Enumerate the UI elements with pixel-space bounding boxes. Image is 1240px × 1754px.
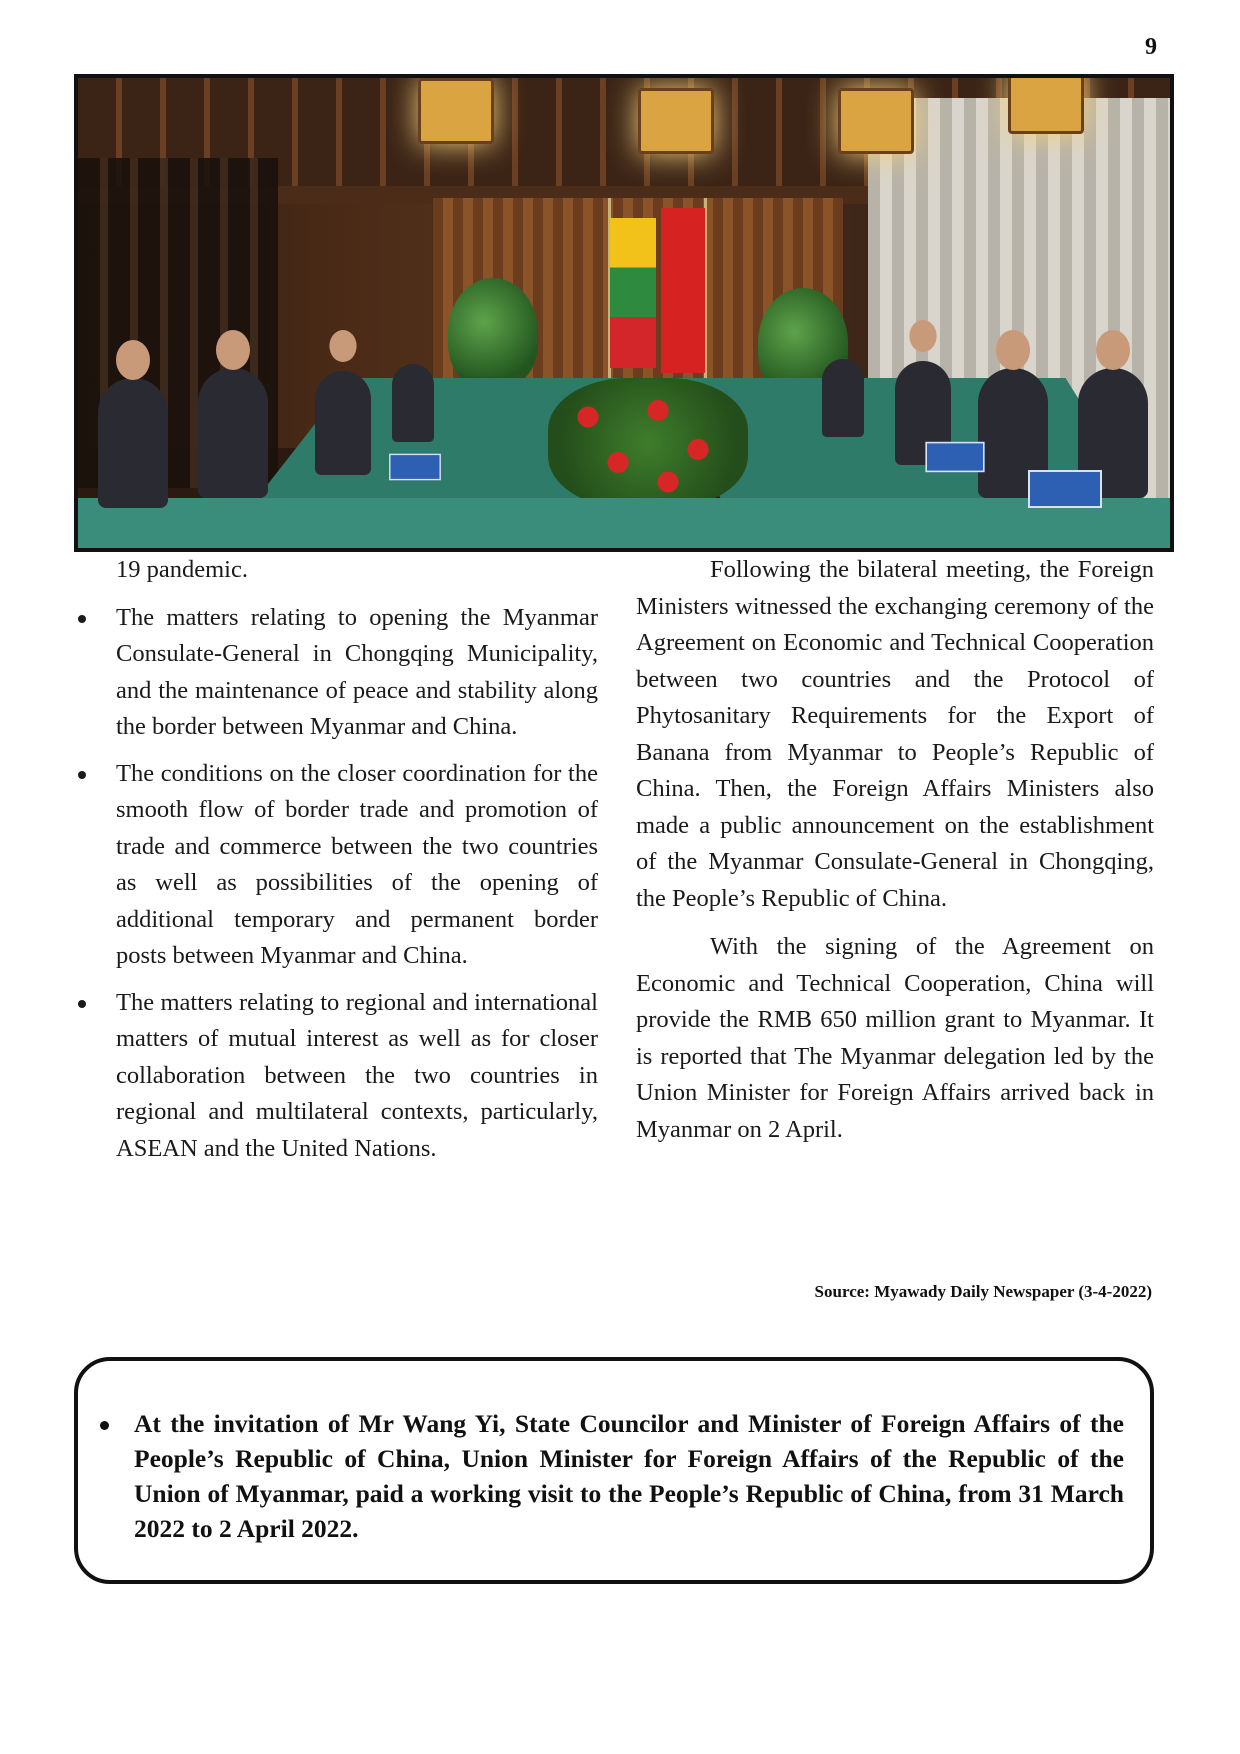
- bullet-icon: [78, 771, 86, 779]
- bullet-text: The conditions on the closer coordination for the smooth flow of border trade and promotion of trade and commerce between the two countries as well as possibilities of the opening of additional temporary and permanent border posts between Myanmar and China.: [116, 759, 598, 969]
- delegate-head: [996, 330, 1030, 370]
- notice-box: [74, 1357, 1154, 1584]
- bullet-text: The matters relating to regional and international matters of mutual interest as well as for closer collaboration between the two countries in regional and multilateral contexts, particularly, ASEAN and the United Nations.: [116, 988, 598, 1162]
- delegate-head: [216, 330, 250, 370]
- bullet-list: [116, 600, 598, 1168]
- photo-flower-arrangement: [548, 378, 748, 508]
- bullet-text: The matters relating to opening the Myanmar Consulate-General in Chongqing Municipality, and the maintenance of peace and stability along the border between Myanmar and China.: [116, 603, 598, 740]
- name-placard: [1028, 470, 1102, 508]
- photo-table-front: [78, 498, 1170, 548]
- myanmar-flag-icon: [610, 218, 656, 368]
- bullet-icon: [78, 1000, 86, 1008]
- delegate-figure: [315, 371, 371, 475]
- source-citation: Source: Myawady Daily Newspaper (3-4-2022): [814, 1282, 1152, 1301]
- lantern-icon: [418, 78, 494, 144]
- delegate-figure: [392, 364, 434, 442]
- notice-text: At the invitation of Mr Wang Yi, State Councilor and Minister of Foreign Affairs of the People’s Republic of China, Union Minister for Foreign Affairs of the Republic of the Union of Myanmar, paid a working visit to the People’s Republic of China, from 31 March 2022 to 2 April 2022.: [134, 1409, 1124, 1543]
- meeting-photo: [74, 74, 1174, 552]
- page-number: 9: [1145, 34, 1157, 60]
- article-right-column: [636, 552, 1154, 1148]
- delegate-head: [116, 340, 150, 380]
- name-placard: [925, 442, 984, 472]
- lantern-icon: [1008, 74, 1084, 134]
- delegate-figure: [198, 368, 268, 498]
- paragraph: With the signing of the Agreement on Economic and Technical Cooperation, China will provide the RMB 650 million grant to Myanmar. It is reported that The Myanmar delegation led by the Union Minister for Foreign Affairs arrived back in Myanmar on 2 April.: [636, 933, 1154, 1143]
- list-item: [116, 600, 598, 746]
- lantern-icon: [638, 88, 714, 154]
- delegate-figure: [822, 359, 864, 437]
- delegate-head: [329, 330, 356, 362]
- name-placard: [389, 454, 441, 481]
- delegate-head: [909, 320, 936, 352]
- list-item: [116, 985, 598, 1168]
- delegate-figure: [98, 378, 168, 508]
- bullet-icon: [100, 1421, 109, 1430]
- article-left-column: [116, 552, 598, 1177]
- paragraph: Following the bilateral meeting, the Foreign Ministers witnessed the exchanging ceremony of the Agreement on Economic and Technical Cooperation between two countries and the Protocol of Phytosanitary Requirements for the Export of Banana from Myanmar to People’s Republic of China. Then, the Foreign Affairs Ministers also made a public announcement on the establishment of the Myanmar Consulate-General in Chongqing, the People’s Republic of China.: [636, 556, 1154, 912]
- list-item: [116, 756, 598, 975]
- continuation-text: 19 pandemic.: [116, 556, 248, 583]
- china-flag-icon: [661, 208, 705, 373]
- delegate-head: [1096, 330, 1130, 370]
- bullet-icon: [78, 615, 86, 623]
- photo-plant: [448, 278, 538, 388]
- lantern-icon: [838, 88, 914, 154]
